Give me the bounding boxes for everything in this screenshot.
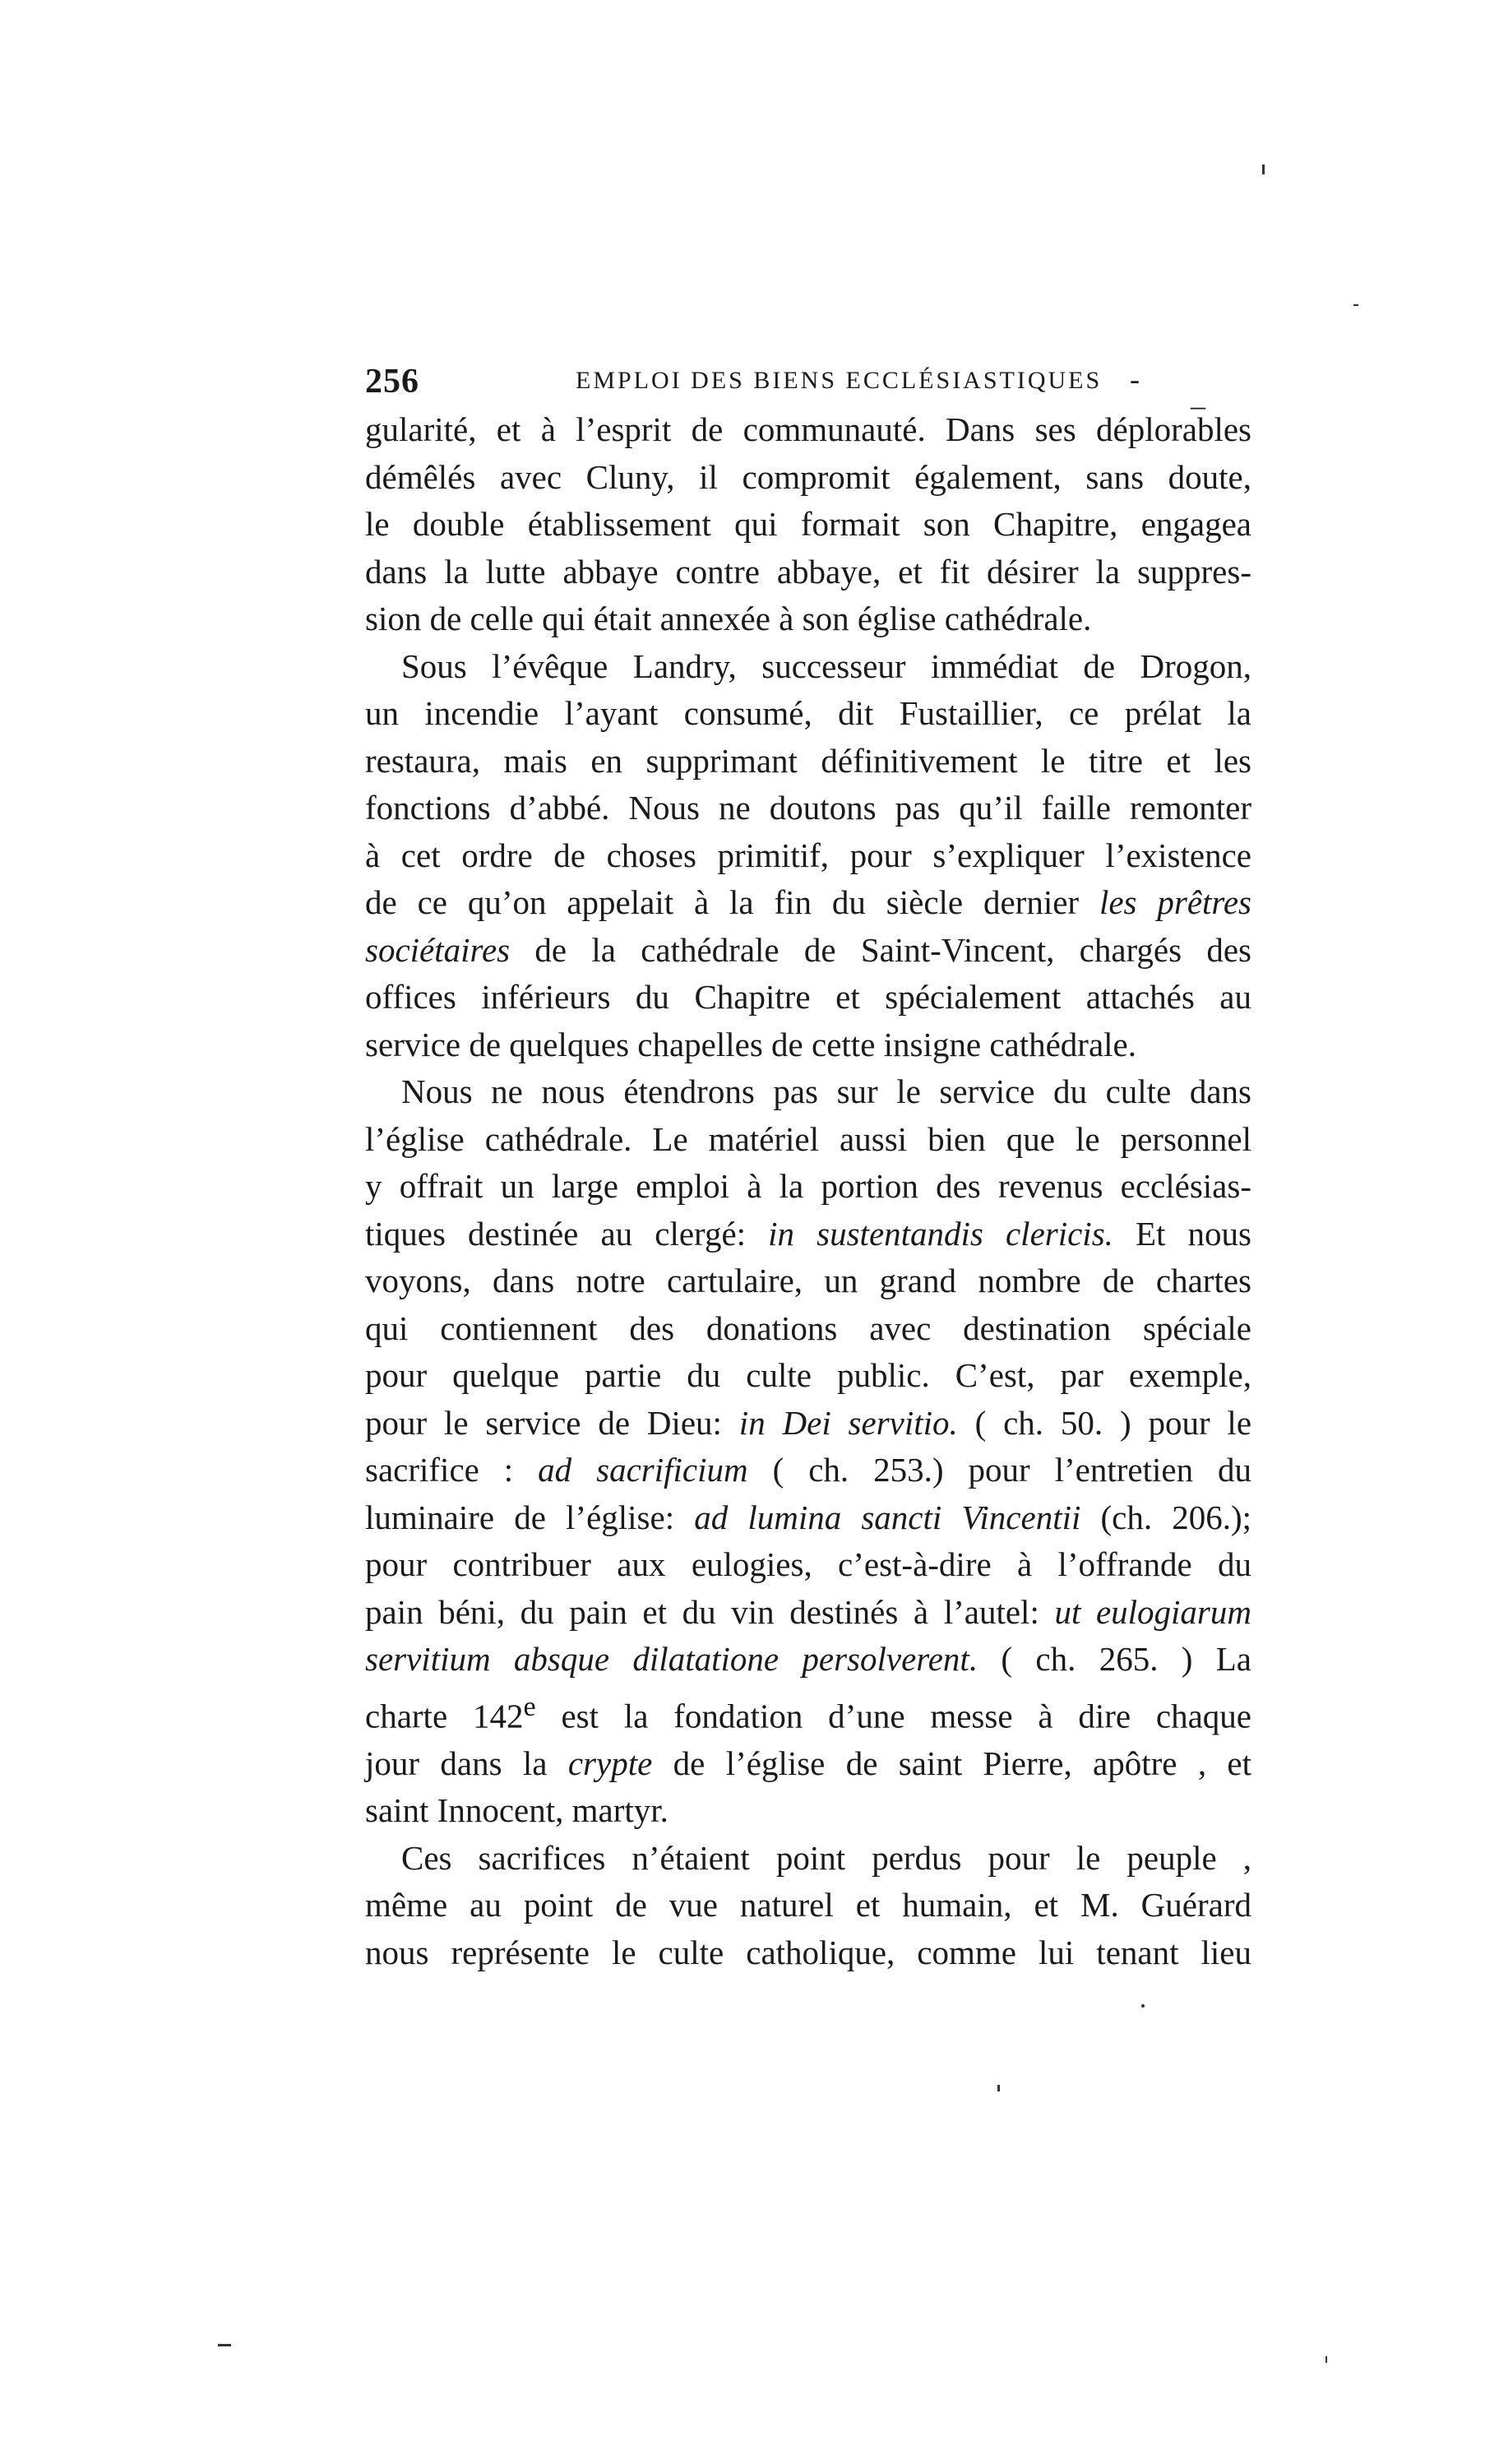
text-line: service de quelques chapelles de cette insigne cathédrale. [365,1025,1136,1063]
paragraph-2 [365,643,1251,1069]
text-run: sacrifice : [365,1451,514,1489]
text-line: démêlés avec Cluny, il compromit également, sans doute, [365,457,1251,496]
text-line [365,1400,1251,1447]
text-run: ( ch. 253.) pour l’entretien du [772,1451,1252,1489]
text-line: l’église cathédrale. Le matériel aussi bien que le personnel [365,1119,1251,1158]
emphasis: ut eulogiarum [1054,1592,1251,1631]
text-line [365,927,1251,975]
body-text [365,406,1251,1976]
text-line: nous représente le culte catholique, comme lui tenant lieu [365,1933,1251,1971]
emphasis: les prêtres [1099,883,1251,921]
scan-speck [218,2344,231,2346]
text-line: restaura, mais en supprimant définitivement le titre et les [365,741,1251,780]
running-head [365,362,1261,411]
text-line [365,1447,1251,1494]
text-run: charte 142 [365,1697,524,1735]
page-number: 256 [365,363,419,401]
paragraph-3 [365,1068,1251,1835]
text-line: voyons, dans notre cartulaire, un grand nombre de chartes [365,1262,1251,1299]
text-line: pour contribuer aux eulogies, c’est-à-dire à l’offrande du [365,1545,1251,1583]
text-run: ( ch. 265. ) La [1001,1640,1252,1678]
emphasis: crypte [567,1744,653,1782]
emphasis: in Dei servitio. [738,1403,958,1442]
emphasis: ad sacrificium [538,1451,748,1489]
text-run: luminaire de l’église: [365,1498,675,1536]
text-line [365,1636,1251,1684]
text-run: de l’église de saint Pierre, apôtre , et [673,1744,1252,1782]
emphasis: servitium absque dilatatione persolverent. [365,1640,978,1678]
text-line: à cet ordre de choses primitif, pour s’expliquer l’existence [365,836,1251,874]
paragraph-4 [365,1835,1251,1977]
text-line: le double établissement qui formait son Chapitre, engagea [365,505,1251,543]
scan-speck [997,2085,1000,2091]
text-run: tiques destinée au clergé: [365,1214,747,1253]
emphasis: in sustentandis clericis. [768,1214,1113,1253]
text-line: Nous ne nous étendrons pas sur le service du culte dans [401,1072,1251,1110]
scan-speck [1353,304,1358,306]
text-line [365,1494,1251,1542]
margin-underscore: _ [1191,379,1205,412]
text-run: ( ch. 50. ) pour le [974,1403,1252,1442]
text-run: jour dans la [365,1744,548,1782]
text-run: Et nous [1136,1214,1252,1253]
text-line [365,1211,1251,1258]
text-run: (ch. 206.); [1100,1498,1252,1536]
margin-dash: - [1130,363,1140,396]
text-line: qui contiennent des donations avec destination spéciale [365,1308,1251,1347]
text-line: même au point de vue naturel et humain, et M. Guérard [365,1886,1251,1924]
text-run: est la fondation d’une messe à dire chaque [561,1697,1252,1735]
text-run: de ce qu’on appelait à la fin du siècle dernier [365,883,1080,921]
text-line: pour quelque partie du culte public. C’est, par exemple, [365,1356,1251,1394]
emphasis: sociétaires [365,930,511,969]
text-line: Sous l’évêque Landry, successeur immédiat de Drogon, [401,646,1251,685]
text-line: gularité, et à l’esprit de communauté. Dans ses déplorables [365,410,1251,448]
text-line [365,1684,1251,1740]
text-line: y offrait un large emploi à la portion des revenus ecclésias- [365,1167,1251,1205]
text-run: pour le service de Dieu: [365,1403,722,1442]
text-run: de la cathédrale de Saint-Vincent, chargés des [534,930,1251,969]
text-line [365,1589,1251,1637]
text-line: Ces sacrifices n’étaient point perdus pour le peuple , [401,1838,1251,1877]
scan-speck [1262,164,1265,174]
text-line [365,879,1251,927]
text-line: un incendie l’ayant consumé, dit Fustaillier, ce prélat la [365,694,1251,732]
superscript: e [523,1691,536,1722]
emphasis: ad lumina sancti Vincentii [694,1498,1081,1536]
scan-speck [1141,2004,1145,2008]
text-run: pain béni, du pain et du vin destinés à l’autel: [365,1592,1039,1631]
running-title: EMPLOI DES BIENS ECCLÉSIASTIQUES [576,367,1103,394]
text-line [365,1740,1251,1788]
text-line: dans la lutte abbaye contre abbaye, et fit désirer la suppres- [365,552,1251,591]
text-line: sion de celle qui était annexée à son église cathédrale. [365,600,1092,637]
text-line: offices inférieurs du Chapitre et spécialement attachés au [365,978,1251,1016]
text-line: fonctions d’abbé. Nous ne doutons pas qu’il faille remonter [365,789,1251,827]
scan-speck [1325,2356,1327,2363]
paragraph-1 [365,406,1251,643]
text-line: saint Innocent, martyr. [365,1791,668,1830]
